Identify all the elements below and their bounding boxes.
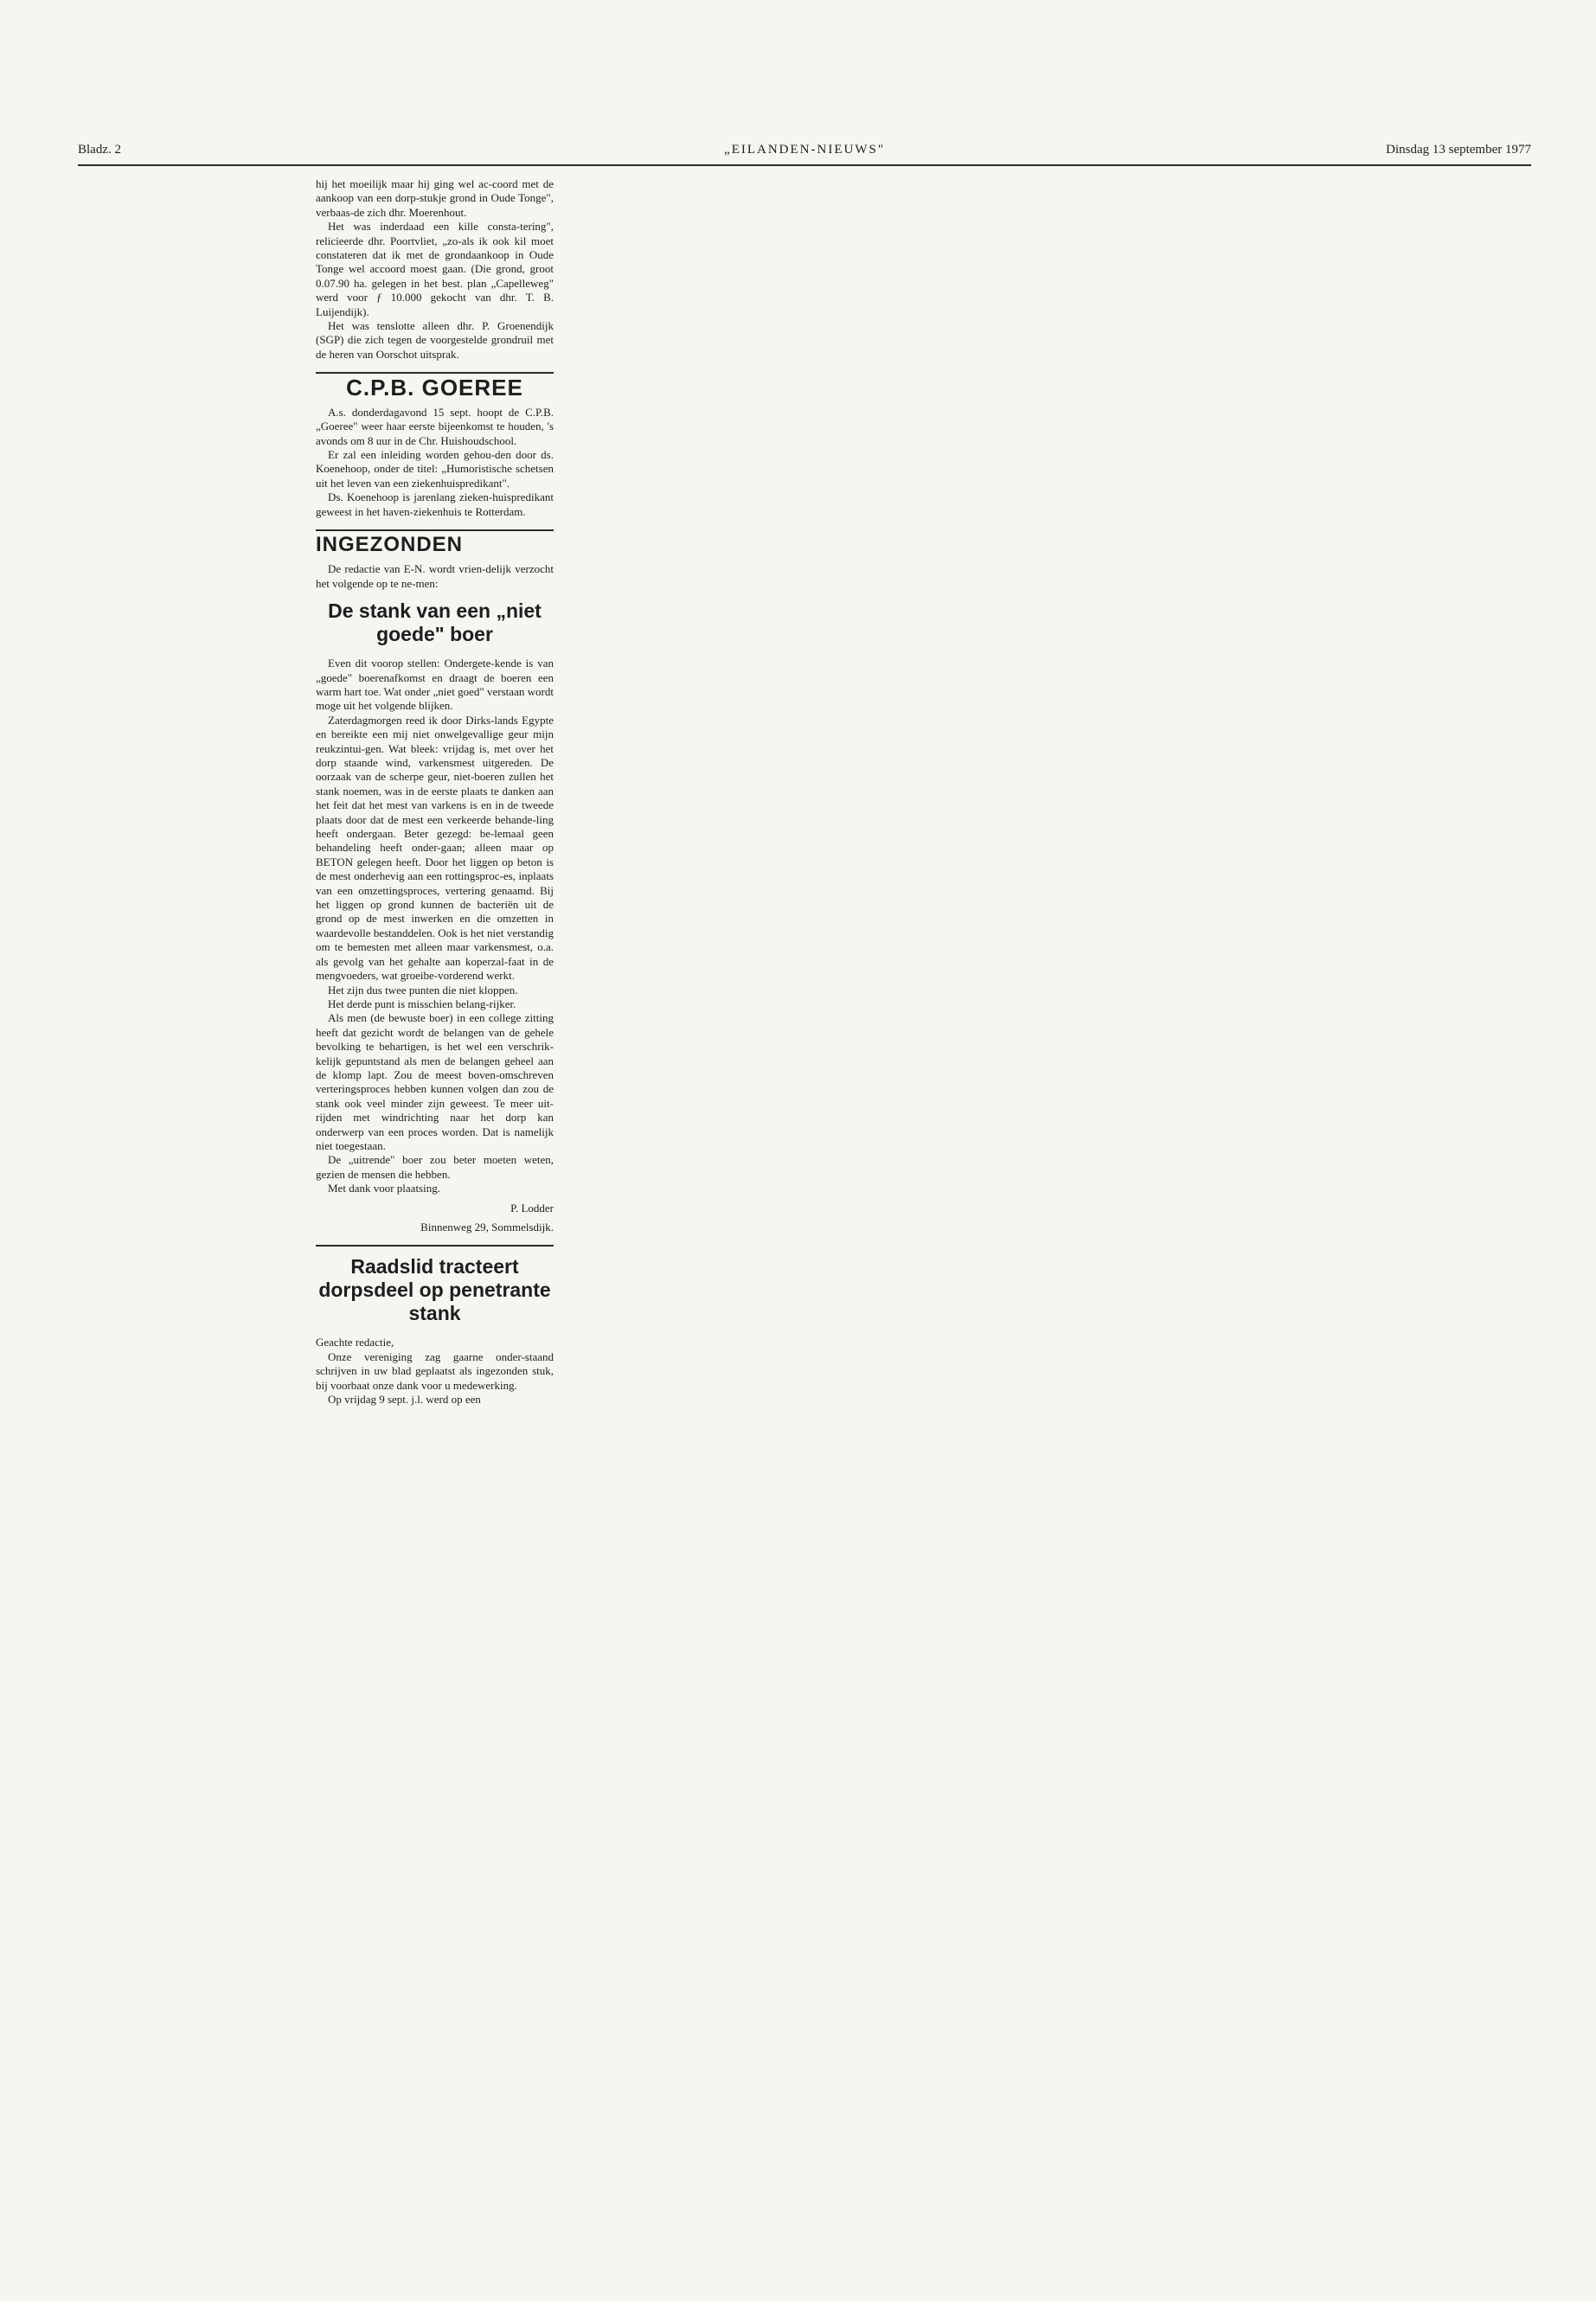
- issue-date: Dinsdag 13 september 1977: [1386, 143, 1531, 157]
- continuation-text: [316, 177, 554, 362]
- paragraph: De „uitrende" boer zou beter moeten weten, gezien de mensen die hebben.: [316, 1153, 554, 1181]
- paragraph: Het was tenslotte alleen dhr. P. Groenendijk (SGP) die zich tegen de voorgestelde grondruil met de heren van Oorschot uitsprak.: [316, 319, 554, 361]
- section-title: INGEZONDEN: [316, 532, 464, 556]
- section-divider: [316, 372, 554, 374]
- signature-address: Binnenweg 29, Sommelsdijk.: [420, 1221, 554, 1234]
- center-column: [316, 177, 554, 1407]
- paragraph: Het derde punt is misschien belang-rijker.: [328, 997, 516, 1010]
- paragraph: Zaterdagmorgen reed ik door Dirks-lands Egypte en bereikte een mij niet onwelgevallige geur mijn reukzintui-gen. Wat bleek: vrijdag is, met over het dorp staande wind, varkensmest uitgereden. De oorzaak van de scherpe geur, niet-boeren zullen het stank noemen, was in de eerste plaats te danken aan het feit dat het mest van varkens is en in de tweede plaats door dat de mest een verkeerde behande-ling heeft ondergaan. Beter gezegd: be-lemaal geen behandeling heeft onder-gaan; alleen maar op BETON gelegen heeft. Door het liggen op beton is de mest onderhevig aan een rottingsproc-es, inplaats van een omzettingsproces, vertering genaamd. Bij het liggen op grond kunnen de bacteriën uit de grond op de mest inwerken en die omzetten in waardevolle bestanddelen. Ook is het niet verstandig om te bemesten met alleen maar varkensmest, o.a. als gevolg van het gehalte aan koperzal-faat in de mengvoeders, wat groeibe-vorderend werkt.: [316, 713, 554, 983]
- paragraph: Op vrijdag 9 sept. j.l. werd op een: [328, 1393, 481, 1407]
- article-headline: Raadslid tracteert dorpsdeel op penetrante stank: [318, 1255, 551, 1325]
- article-raadslid: [316, 1255, 554, 1407]
- section-divider: [316, 529, 554, 531]
- paragraph: A.s. donderdagavond 15 sept. hoopt de C.P.B. „Goeree" weer haar eerste bijeenkomst te houden, 's avonds om 8 uur in de Chr. Huishoudschool.: [316, 405, 554, 447]
- article-cpb-goeree: [316, 375, 554, 519]
- paragraph: hij het moeilijk maar hij ging wel ac-coord met de aankoop van een dorp-stukje grond in Oude Tonge", verbaas-de zich dhr. Moerenhout.: [316, 177, 554, 219]
- signature: P. Lodder: [510, 1201, 554, 1215]
- header-rule: [78, 164, 1531, 166]
- paragraph: Onze vereniging zag gaarne onder-staand schrijven in uw blad geplaatst als ingezonden stuk, bij voorbaat onze dank voor u medewerking.: [316, 1349, 554, 1392]
- paragraph: De redactie van E-N. wordt vrien-delijk verzocht het volgende op te ne-men:: [316, 562, 554, 590]
- page-header: [78, 143, 1531, 163]
- paragraph: Als men (de bewuste boer) in een college zitting heeft dat gezicht wordt de belangen van de gehele bevolking te behartigen, is het wel een verschrik-kelijk gepuntstand als men de belangen geheel aan de klomp lapt. Zou de meest boven-omschreven verteringsproces hebben kunnen volgen dan zou de stank ook veel minder zijn geweest. Te meer uit-rijden met windrichting naar het dorp kan onderwerp van een proces worden. Dat is namelijk niet toegestaan.: [316, 1011, 554, 1152]
- paragraph: Geachte redactie,: [316, 1336, 394, 1349]
- masthead: „EILANDEN-NIEUWS": [724, 143, 885, 157]
- page-number: Bladz. 2: [78, 143, 121, 157]
- paragraph: Met dank voor plaatsing.: [328, 1182, 440, 1195]
- article-headline: De stank van een „niet goede" boer: [328, 599, 542, 646]
- paragraph: Ds. Koenehoop is jarenlang zieken-huispredikant geweest in het haven-ziekenhuis te Rotterdam.: [316, 490, 554, 518]
- paragraph: Het was inderdaad een kille consta-tering", relicieerde dhr. Poortvliet, „zo-als ik ook kil moet constateren dat ik met de grondaankoop in Oude Tonge wel accoord moest gaan. (Die grond, groot 0.07.90 ha. gelegen in het best. plan „Capelleweg" werd voor ƒ 10.000 gekocht van dhr. T. B. Luijendijk).: [316, 220, 554, 318]
- paragraph: Even dit voorop stellen: Ondergete-kende is van „goede" boerenafkomst en draagt de boeren een warm hart toe. Wat onder „niet goed" verstaan wordt moge uit het volgende blijken.: [316, 657, 554, 713]
- article-ingezonden: [316, 532, 554, 1234]
- section-divider: [316, 1245, 554, 1247]
- paragraph: Er zal een inleiding worden gehou-den door ds. Koenehoop, onder de titel: „Humoristische schetsen uit het leven van een ziekenhuispredikant".: [316, 447, 554, 490]
- paragraph: Het zijn dus twee punten die niet kloppen.: [328, 983, 518, 997]
- article-title: C.P.B. GOEREE: [346, 375, 523, 401]
